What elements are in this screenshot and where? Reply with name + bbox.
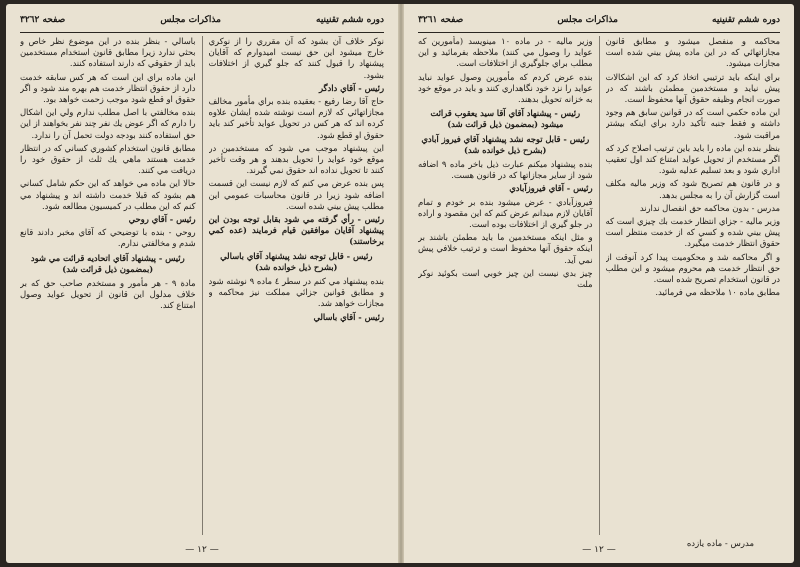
right-columns [418,36,780,535]
paragraph: وزير ماليه - در ماده ١٠ مينويسد (مأمورين كه عوايد را وصول مي كنند) ملاحظه بفرمائيد و اين مطلب براي جلوگيري از اختلافات است. [418,36,593,69]
paragraph: و اگر محاكمه شد و محكوميت پيدا كرد آنوقت از حق انتظار خدمت هم محروم ميشود و اين مطلب در قانون استخدام تصريح شده است. [605,251,780,285]
paragraph: نوكر خلاف آن بشود كه آن مقرري را از نوكري خارج ميشود اين حق نيست اميدوارم كه آقايان پيشنهاد را قبول كنند كه جلو گيري از اختلافات بشود. [208,36,384,80]
paragraph: و در قانون هم تصريح شود كه وزير ماليه مكلف است گزارش آن را به مجلس بدهد. [605,178,780,200]
paragraph: رئيس - رأي گرفته مي شود بقابل توجه بودن اين پيشنهاد آقايان موافقين قيام فرمايند (عده كمي برخاستند) [208,214,384,247]
paragraph: رئيس - قابل توجه نشد پيشنهاد آقاي باسالي (بشرح ذيل خوانده شد) [220,250,373,272]
right-header-title: مذاكرات مجلس [557,15,618,25]
right-header-volume: دوره ششم تقنينيه [712,15,780,25]
paragraph: حالا اين ماده مي خواهد كه اين حكم شامل كساني هم بشود كه قبلا خدمت داشته اند و پيشنهاد مي كنم كه اين مطلب در كميسيون مطالعه شود. [20,178,196,211]
paragraph: بنظر بنده اين ماده را بايد باين ترتيب اصلاح كرد كه اگر مستخدم از تحويل عوايد امتناع كند اول تعقيب اداري شود و بعد تسليم عدليه شود. [605,142,780,176]
paragraph: مطابق ماده ١٠ ملاحظه مي فرمائيد. [655,287,780,298]
left-header-rule [20,32,384,33]
paragraph: مدرس - بدون محاكمه حق انفصال ندارند [639,202,780,213]
paragraph: بنده عرض كردم كه مأمورين وصول عوايد نبايد عوايد را نزد خود نگاهداري كنند و بايد در موقع خود به خزانه تحويل بدهند. [418,71,593,105]
paragraph: حاج آقا رضا رفيع - بعقيده بنده براي مأمور مخالف مجازاتهائي كه لازم است نوشته شده ايشان علاوه كرده اند كه هر كس در تحويل عوايد تأخير كند بايد حقوق او قطع شود. [208,96,384,140]
paragraph: باسالي - بنظر بنده در اين موضوع نظر خاص و بحثي ندارد زيرا مطابق قانون استخدام مستخدمين بايد از حقوقي كه دارند استفاده كنند. [20,36,196,69]
paragraph: بنده پيشنهاد مي كنم در سطر ٤ ماده ٩ نوشته شود و مطابق قوانين جزائي مملكت نيز محاكمه و مجازات خواهد شد. [208,276,384,309]
left-column-right [209,36,385,535]
left-header-page: صفحه ٣٢٦٢ [20,15,66,25]
paragraph: پس بنده عرض مي كنم كه لازم نيست اين قسمت اضافه شود زيرا در قانون محاسبات عمومي اين مطلب پيش بيني شده است. [208,178,384,211]
paragraph: روحي - بنده با توضيحي كه آقاي مخبر دادند قانع شدم و مخالفتي ندارم. [20,227,196,249]
paragraph: اين ماده حكمي است كه در قوانين سابق هم وجود داشته و فقط جنبه تأكيد دارد براي اينكه بيشتر مراقبت شود. [605,107,780,140]
right-page-header [418,12,780,28]
right-header-page: صفحه ٣٢٦١ [418,15,464,25]
right-footer-note: مدرس - ماده يازده [686,539,754,549]
paragraph: بنده مخالفتي با اصل مطلب ندارم ولي اين اشكال را دارم كه اگر عوض يك نفر چند نفر بخواهند از اين حق استفاده كنند بودجه دولت تحمل آن را ندارد. [20,107,196,140]
paragraph: و مثل اينكه مستخدمين ما بايد مطمئن باشند بر اينكه حقوق آنها محفوظ است و ترتيب خلافي پيش نمي آيد. [418,232,593,265]
paragraph: رئيس - آقاي باسالي [313,311,384,322]
right-page-number: — ١٢ — [582,545,616,555]
book-spread [6,4,794,563]
right-header-rule [418,32,780,33]
left-column-divider [202,36,203,535]
paragraph: اين ماده براي اين است كه هر كس سابقه خدمت دارد از حقوق انتظار خدمت هم بهره مند شود و اگر حقوق او قطع شود موجب زحمت خواهد بود. [20,71,196,105]
paragraph: وزير ماليه - جزاي انتظار خدمت بك چيزي است كه پيش بيني شده و كسي كه از خدمت منتظر است حقوق انتظار خدمت ميگيرد. [605,216,780,249]
paragraph: رئيس - پيشنهاد آقاي آقا سيد يعقوب قرائت ميشود (بمضمون ذيل قرائت شد) [430,108,581,130]
paragraph: رئيس - آقاي دادگر [318,82,384,93]
left-page-header [20,12,384,28]
paragraph: رئيس - قابل توجه نشد پيشنهاد آقاي فيروز آبادي (بشرح ذيل خوانده شد) [421,133,590,155]
right-column-left [418,36,593,535]
right-page [404,4,794,563]
paragraph: چيز بدي نيست اين چيز خوبي است بكوئيد نوكر ملت [418,267,593,290]
paragraph: رئيس - آقاي فيروزآبادي [509,183,593,194]
paragraph: مادة ٩ - هر مأمور و مستخدم صاحب حق كه بر خلاف مدلول اين قانون از تحويل عوايد وصول امتناع كند. [20,278,196,311]
left-header-volume: دوره ششم تقنينيه [316,15,384,25]
paragraph: اين پيشنهاد موجب مي شود كه مستخدمين در موقع خود عوايد را تحويل بدهند و هر وقت تأخير كنند تا تحويل نداده اند حقوق نمي گيرند. [208,142,384,176]
paragraph: براي اينكه بايد ترتيبي اتخاذ كرد كه اين اشكالات پيش نيايد و مستخدمين مطمئن باشند كه در صورت انجام وظيفه حقوق آنها محفوظ است. [605,71,780,105]
paragraph: بنده پيشنهاد ميكنم عبارت ذيل باخر ماده ٩ اضافه شود از ساير مجازاتها كه در قانون هست. [418,159,593,181]
left-header-title: مذاكرات مجلس [160,15,221,25]
paragraph: فيروزآبادي - عرض ميشود بنده بر خودم و تمام آقايان لازم ميدانم عرض كنم كه اين مقصود و اراده در جلو گيري از اختلافات بوده است. [418,196,593,230]
right-column-divider [599,36,600,535]
paragraph: مطابق قانون استخدام كشوري كساني كه در انتظار خدمت هستند ماهي يك ثلث از حقوق خود را دريافت مي كنند. [20,142,196,176]
left-page-number: — ١٢ — [185,545,219,555]
right-column-right [606,36,781,535]
left-column-left [20,36,196,535]
paragraph: رئيس - پيشنهاد آقاي اتحاديه قرائت مي شود (بمضمون ذيل قرائت شد) [30,252,185,274]
paragraph: محاكمه و منفصل ميشود و مطابق قانون مجازاتهائي كه در اين ماده پيش بيني شده است مجازات ميشود. [605,36,780,69]
left-page [6,4,398,563]
left-columns [20,36,384,535]
paragraph: رئيس - آقاي روحي [128,214,196,225]
